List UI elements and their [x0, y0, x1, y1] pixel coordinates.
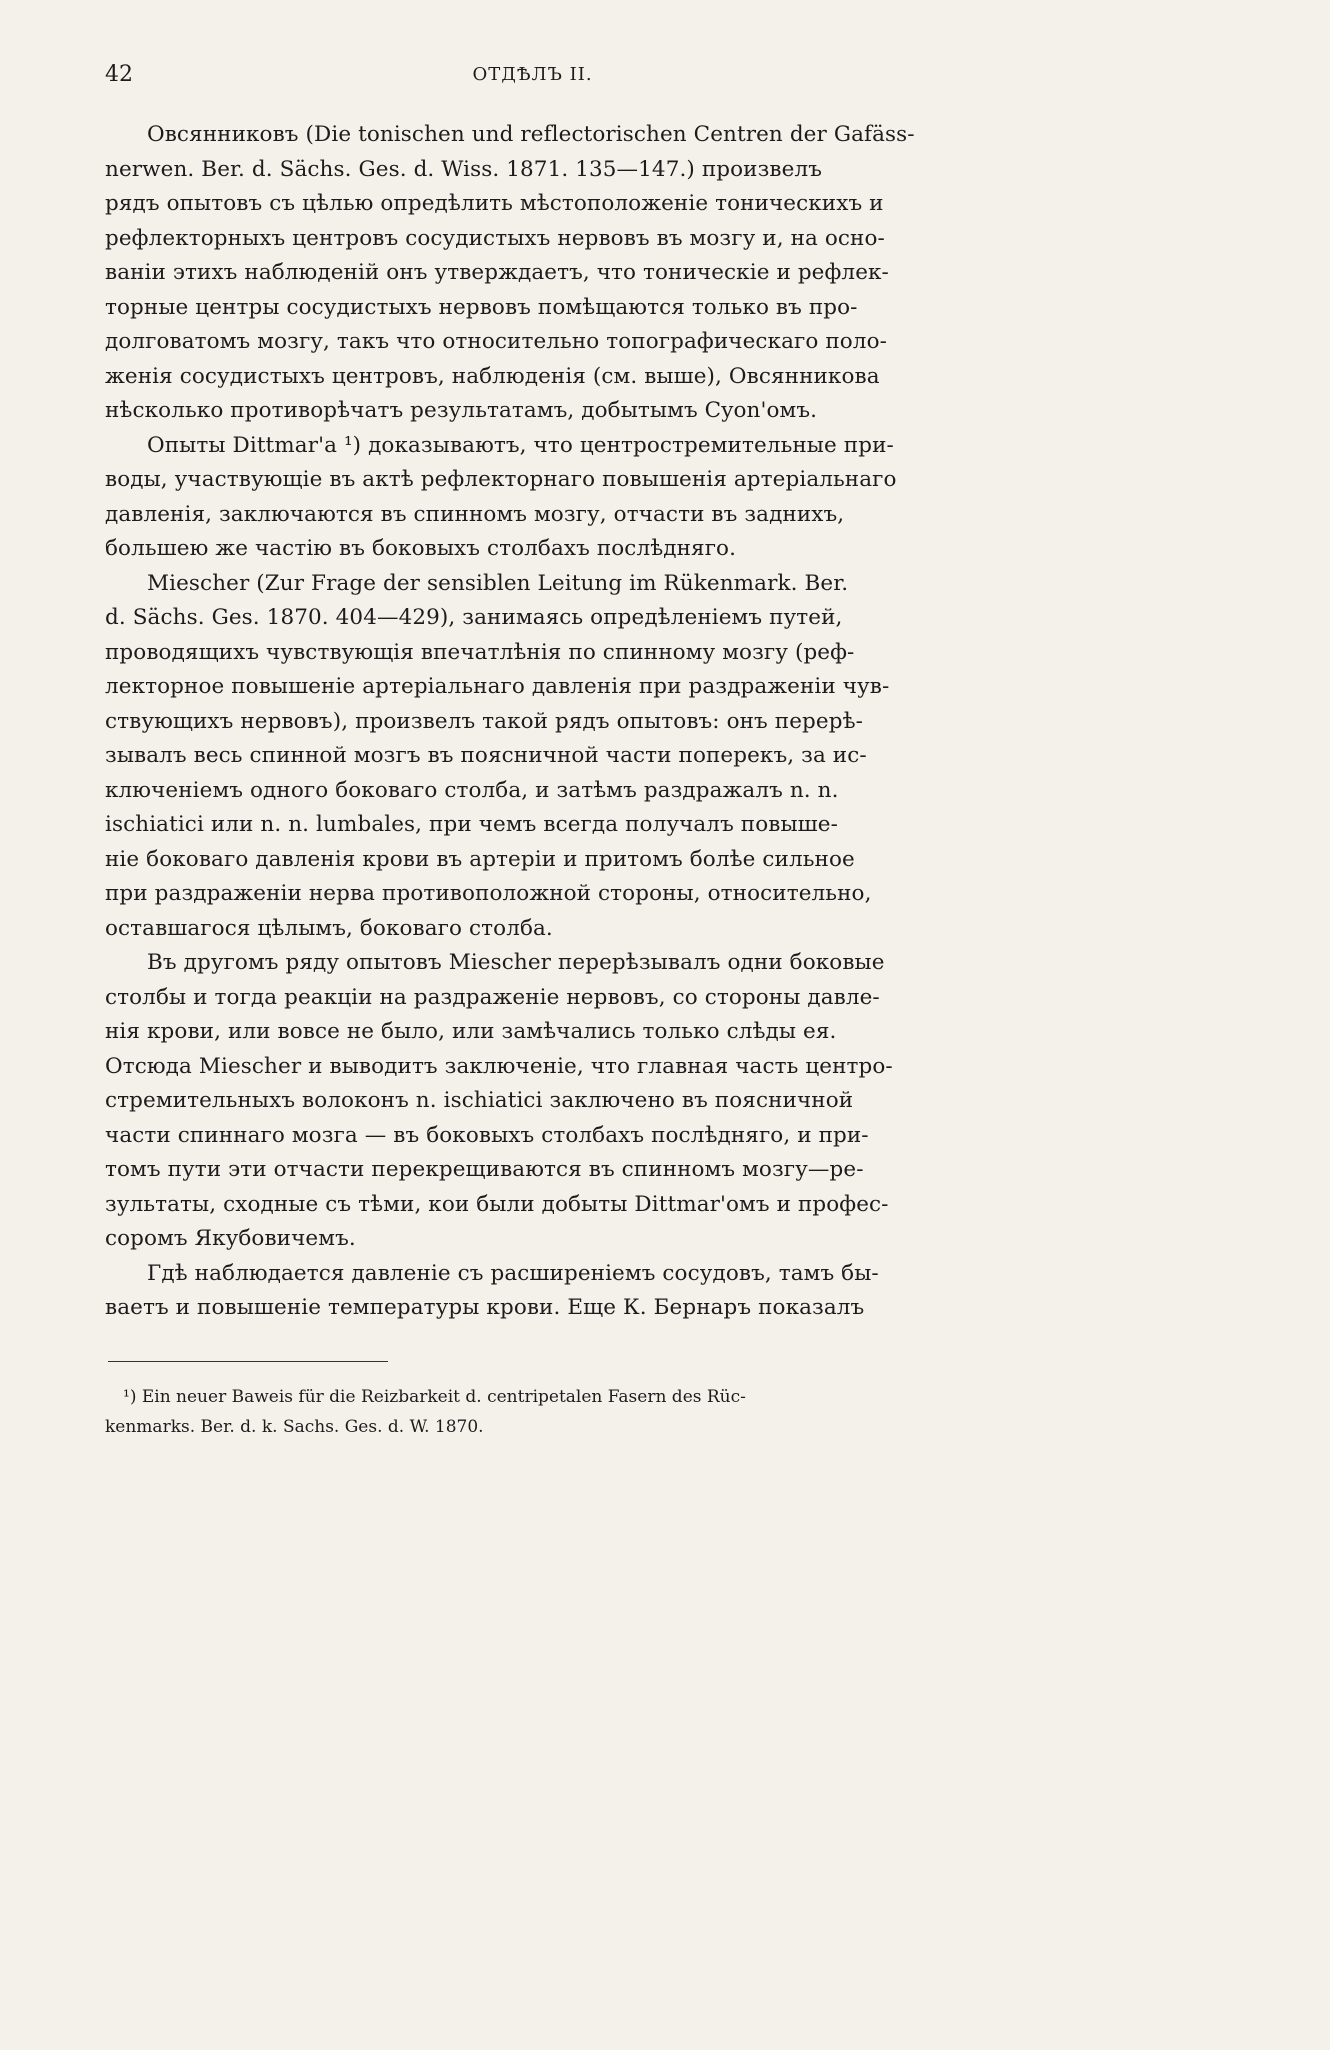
- footnote-divider: [108, 1361, 388, 1362]
- paragraph-ovsyannikov: Овсянниковъ (Die tonischen und reflectorischen Centren der Gafäss- nerwen. Ber. d. Sächs. Ges. d. Wiss. 1871. 135—147.) произвелъ рядъ опытовъ съ цѣлью опредѣлить мѣстоположеніе тоническихъ и рефлекторныхъ центровъ сосудистыхъ нервовъ въ мозгу и, на осно- ваніи этихъ наблюденій онъ утверждаетъ, что тоническіе и рефлек- торные центры сосудистыхъ нервовъ помѣщаются только въ про- долговатомъ мозгу, такъ что относительно топографическаго поло- женія сосудистыхъ центровъ, наблюденія (см. выше), Овсянникова нѣсколько противорѣчатъ результатамъ, добытымъ Cyon'омъ.: [105, 122, 915, 423]
- footnote-text: ¹) Ein neuer Baweis für die Reizbarkeit d. centripetalen Fasern des Rüc- kenmarks. Ber. d. k. Sachs. Ges. d. W. 1870.: [105, 1387, 746, 1437]
- paragraph-dittmar: Опыты Dittmar'a ¹) доказываютъ, что центростремительные при- воды, участвующіе въ актѣ рефлекторнаго повышенія артеріальнаго давленія, заключаются въ спинномъ мозгу, отчасти въ заднихъ, большею же частію въ боковыхъ столбахъ послѣдняго.: [105, 432, 897, 561]
- main-text: [105, 118, 960, 1326]
- page-number: 42: [105, 62, 133, 87]
- footnote: [105, 1382, 960, 1442]
- section-title: ОТДѢЛЪ II.: [472, 64, 593, 85]
- paragraph-miescher-second-series: Въ другомъ ряду опытовъ Miescher перерѣзывалъ одни боковые столбы и тогда реакціи на раздраженіе нервовъ, со стороны давле- нія крови, или вовсе не было, или замѣчались только слѣды ея. Отсюда Miescher и выводитъ заключеніе, что главная часть центро- стремительныхъ волоконъ n. ischiatici заключено въ поясничной части спиннаго мозга — въ боковыхъ столбахъ послѣдняго, и при- томъ пути эти отчасти перекрещиваются въ спинномъ мозгу—ре- зультаты, сходные съ тѣми, кои были добыты Dittmar'омъ и профес- соромъ Якубовичемъ.: [105, 950, 893, 1251]
- paragraph-temperature: Гдѣ наблюдается давленіе съ расширеніемъ сосудовъ, тамъ бы- ваетъ и повышеніе температуры крови. Еще К. Бернаръ показалъ: [105, 1260, 879, 1320]
- page-header: [105, 62, 960, 92]
- paragraph-miescher: Miescher (Zur Frage der sensiblen Leitung im Rükenmark. Ber. d. Sächs. Ges. 1870. 404—429), занимаясь опредѣленіемъ путей, проводящихъ чувствующія впечатлѣнія по спинному мозгу (реф- лекторное повышеніе артеріальнаго давленія при раздраженіи чув- ствующихъ нервовъ), произвелъ такой рядъ опытовъ: онъ перерѣ- зывалъ весь спинной мозгъ въ поясничной части поперекъ, за ис- ключеніемъ одного боковаго столба, и затѣмъ раздражалъ n. n. ischiatici или n. n. lumbales, при чемъ всегда получалъ повыше- ніе боковаго давленія крови въ артеріи и притомъ болѣе сильное при раздраженіи нерва противоположной стороны, относительно, оставшагося цѣлымъ, боковаго столба.: [105, 570, 890, 941]
